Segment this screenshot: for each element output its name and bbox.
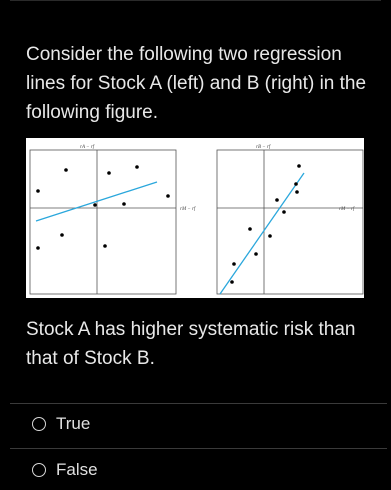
right-point bbox=[254, 252, 258, 256]
right-plot-x-label: rM − rf bbox=[339, 207, 355, 212]
left-point bbox=[135, 165, 139, 169]
right-plot bbox=[217, 145, 363, 294]
left-point bbox=[36, 189, 40, 193]
right-point bbox=[230, 280, 234, 284]
question-text: Consider the following two regression lines for Stock A (left) and B (right) in the following figure. bbox=[26, 44, 367, 123]
right-point bbox=[248, 227, 252, 231]
left-plot-points bbox=[36, 165, 170, 250]
option-true[interactable] bbox=[10, 404, 387, 444]
left-point bbox=[122, 202, 126, 206]
right-plot-regression-line bbox=[220, 173, 304, 294]
right-point bbox=[294, 182, 298, 186]
left-point bbox=[60, 233, 64, 237]
radio-true[interactable] bbox=[32, 417, 46, 431]
right-point bbox=[297, 164, 301, 168]
option-true-label: True bbox=[56, 414, 91, 433]
right-point bbox=[295, 190, 299, 194]
left-point bbox=[36, 246, 40, 250]
left-point bbox=[166, 194, 170, 198]
option-divider-middle bbox=[10, 448, 387, 449]
left-point bbox=[103, 244, 107, 248]
right-point bbox=[268, 234, 272, 238]
left-point bbox=[107, 171, 111, 175]
left-plot-x-label: rM − rf bbox=[180, 207, 196, 212]
right-point bbox=[282, 210, 286, 214]
statement-text: Stock A has higher systematic risk than that of Stock B. bbox=[26, 319, 356, 369]
option-false-label: False bbox=[56, 460, 98, 479]
right-plot-y-label: rB − rf bbox=[256, 145, 271, 150]
right-point bbox=[275, 198, 279, 202]
right-plot-frame bbox=[217, 150, 363, 294]
right-point bbox=[232, 262, 236, 266]
left-plot-regression-line bbox=[36, 182, 157, 221]
left-point bbox=[93, 203, 97, 207]
left-plot-y-label: rA − rf bbox=[80, 145, 95, 150]
regression-figure bbox=[26, 138, 364, 298]
left-plot bbox=[30, 145, 196, 294]
option-false[interactable] bbox=[10, 450, 387, 490]
right-plot-points bbox=[230, 164, 301, 284]
regression-figure-svg bbox=[26, 138, 364, 298]
radio-false[interactable] bbox=[32, 463, 46, 477]
left-plot-frame bbox=[30, 150, 176, 294]
top-border bbox=[10, 0, 381, 1]
left-point bbox=[64, 168, 68, 172]
